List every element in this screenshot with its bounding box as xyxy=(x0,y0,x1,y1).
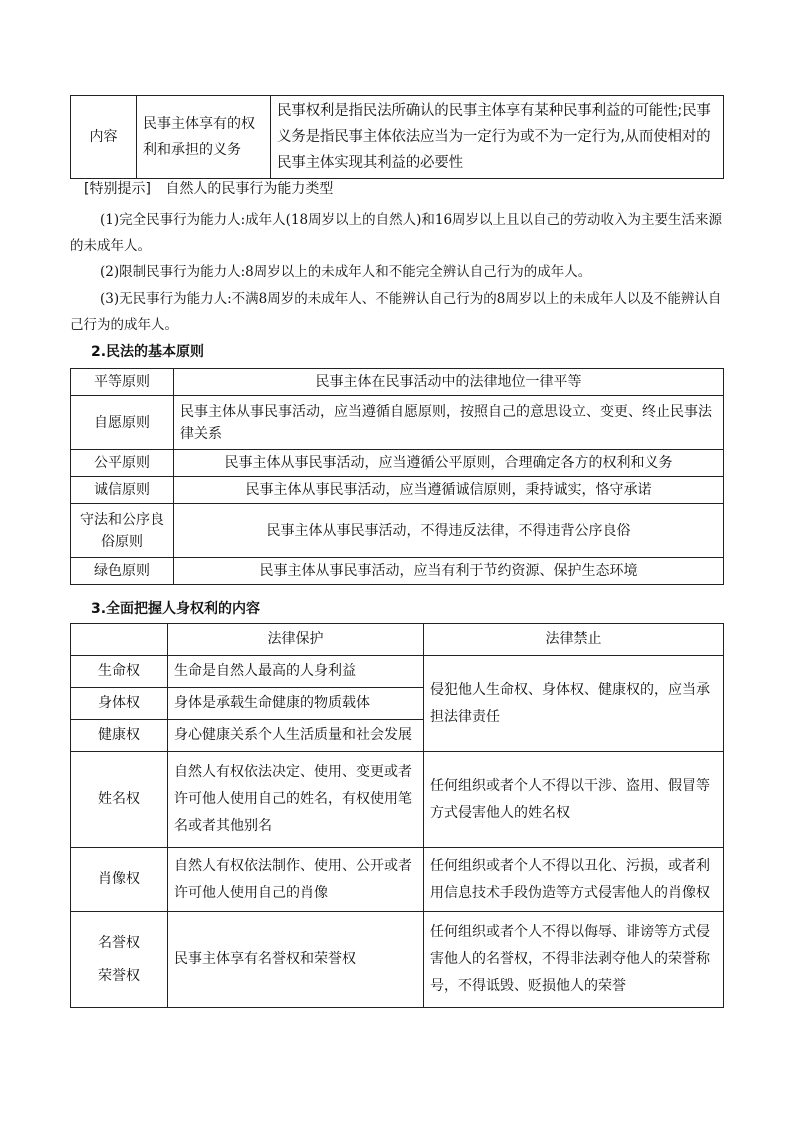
right-name-line: 荣誉权 xyxy=(98,967,140,984)
principle-desc: 民事主体从事民事活动，应当有利于节约资源、保护生态环境 xyxy=(174,558,724,585)
right-protection: 身体是承载生命健康的物质载体 xyxy=(168,688,424,720)
principle-name: 公平原则 xyxy=(71,450,174,477)
right-protection: 身心健康关系个人生活质量和社会发展 xyxy=(168,720,424,752)
table-row xyxy=(71,396,724,450)
principle-desc: 民事主体从事民事活动，应当遵循公平原则，合理确定各方的权利和义务 xyxy=(174,450,724,477)
right-prohibition: 任何组织或者个人不得以侮辱、诽谤等方式侵害他人的名誉权，不得非法剥夺他人的荣誉称号，不得诋毁、贬损他人的荣誉 xyxy=(424,912,724,1008)
table-row xyxy=(71,477,724,504)
table-row xyxy=(71,656,724,688)
right-protection: 自然人有权依法制作、使用、公开或者许可他人使用自己的肖像 xyxy=(168,848,424,912)
tip-item: (3)无民事行为能力人:不满8周岁的未成年人、不能辨认自己行为的8周岁以上的未成年人以及不能辨认自己行为的成年人。 xyxy=(70,291,722,333)
right-name: 姓名权 xyxy=(71,752,168,848)
table-row xyxy=(71,912,724,1008)
principle-desc: 民事主体从事民事活动，不得违反法律，不得违背公序良俗 xyxy=(174,504,724,558)
table-header-row xyxy=(71,624,724,656)
table-row xyxy=(71,752,724,848)
principle-name: 平等原则 xyxy=(71,369,174,396)
table-row xyxy=(71,504,724,558)
principle-name: 绿色原则 xyxy=(71,558,174,585)
right-name: 肖像权 xyxy=(71,848,168,912)
right-name xyxy=(71,912,168,1008)
right-name: 健康权 xyxy=(71,720,168,752)
header-cell xyxy=(71,624,168,656)
tip-item: (1)完全民事行为能力人:成年人(18周岁以上的自然人)和16周岁以上且以自己的劳动收入为主要生活来源的未成年人。 xyxy=(70,212,723,254)
principle-desc: 民事主体从事民事活动，应当遵循诚信原则，秉持诚实，恪守承诺 xyxy=(174,477,724,504)
principle-name: 守法和公序良俗原则 xyxy=(71,504,174,558)
tip-item: (2)限制民事行为能力人:8周岁以上的未成年人和不能完全辨认自己行为的成年人。 xyxy=(100,264,592,280)
principle-name: 自愿原则 xyxy=(71,396,174,450)
row-subject: 民事主体享有的权利和承担的义务 xyxy=(137,96,271,179)
right-protection: 生命是自然人最高的人身利益 xyxy=(168,656,424,688)
principle-desc: 民事主体在民事活动中的法律地位一律平等 xyxy=(174,369,724,396)
principle-name: 诚信原则 xyxy=(71,477,174,504)
principles-table xyxy=(70,368,724,585)
section-heading: 2.民法的基本原则 xyxy=(91,344,205,360)
personal-rights-table xyxy=(70,623,724,1008)
tip-title: 自然人的民事行为能力类型 xyxy=(165,181,334,197)
special-tip-heading xyxy=(84,180,333,198)
tip-label: [特别提示] xyxy=(84,181,151,197)
table-row xyxy=(71,369,724,396)
right-prohibition: 侵犯他人生命权、身体权、健康权的，应当承担法律责任 xyxy=(424,656,724,752)
table-row xyxy=(71,848,724,912)
right-protection: 自然人有权依法决定、使用、变更或者许可他人使用自己的姓名，有权使用笔名或者其他别名 xyxy=(168,752,424,848)
right-name-line: 名誉权 xyxy=(98,934,140,951)
right-prohibition: 任何组织或者个人不得以丑化、污损，或者利用信息技术手段伪造等方式侵害他人的肖像权 xyxy=(424,848,724,912)
right-name: 身体权 xyxy=(71,688,168,720)
right-protection: 民事主体享有名誉权和荣誉权 xyxy=(168,912,424,1008)
header-cell: 法律保护 xyxy=(168,624,424,656)
header-cell: 法律禁止 xyxy=(424,624,724,656)
right-name: 生命权 xyxy=(71,656,168,688)
right-prohibition: 任何组织或者个人不得以干涉、盗用、假冒等方式侵害他人的姓名权 xyxy=(424,752,724,848)
principle-desc: 民事主体从事民事活动，应当遵循自愿原则，按照自己的意思设立、变更、终止民事法律关系 xyxy=(174,396,724,450)
table-row xyxy=(71,558,724,585)
row-label: 内容 xyxy=(71,96,137,179)
section-heading: 3.全面把握人身权利的内容 xyxy=(91,601,261,617)
content-table xyxy=(70,95,724,179)
row-definition: 民事权利是指民法所确认的民事主体享有某种民事利益的可能性;民事义务是指民事主体依法应当为一定行为或不为一定行为,从而使相对的民事主体实现其利益的必要性 xyxy=(271,96,724,179)
table-row xyxy=(71,450,724,477)
table-row xyxy=(71,96,724,179)
